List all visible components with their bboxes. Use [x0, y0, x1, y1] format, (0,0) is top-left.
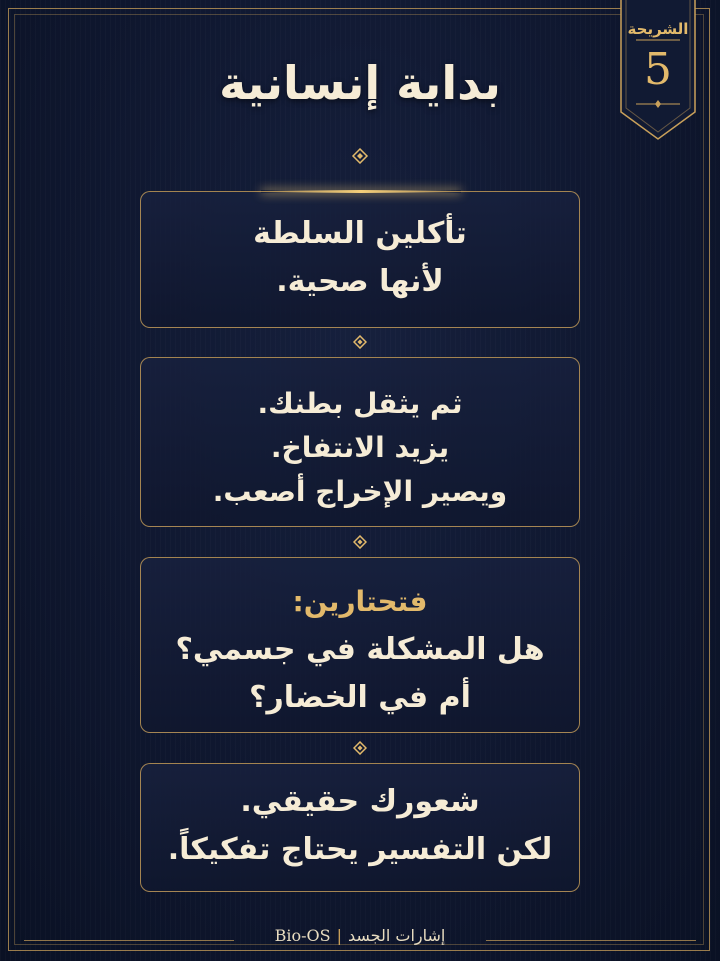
card-line: لأنها صحية.	[276, 264, 444, 299]
footer-text	[250, 926, 470, 945]
footer-separator: |	[336, 926, 342, 945]
slide-number-badge	[620, 0, 696, 140]
card-accent-line: فتحتارين:	[292, 585, 428, 618]
footer-brand: Bio-OS	[274, 926, 331, 945]
diamond-divider-icon	[353, 335, 367, 349]
card-line: هل المشكلة في جسمي؟	[175, 632, 545, 667]
footer	[0, 924, 720, 954]
card-line: ويصير الإخراج أصعب.	[212, 475, 508, 508]
footer-divider-right	[486, 940, 696, 941]
card-line: أم في الخضار؟	[249, 680, 471, 715]
diamond-divider-icon	[353, 535, 367, 549]
card-line: ثم يثقل بطنك.	[257, 387, 463, 420]
slide-number: 5	[644, 44, 672, 95]
card-symptoms	[140, 357, 580, 527]
card-line: تأكلين السلطة	[253, 216, 467, 251]
card-line: لكن التفسير يحتاج تفكيكاً.	[167, 832, 553, 867]
footer-divider-left	[24, 940, 234, 941]
page-title: بداية إنسانية	[219, 56, 501, 110]
card-line: شعورك حقيقي.	[240, 784, 480, 819]
card-question	[140, 557, 580, 733]
title-divider-ornament	[150, 148, 570, 164]
card-salad	[140, 191, 580, 328]
footer-series: إشارات الجسد	[348, 926, 446, 945]
card-line: يزيد الانتفاخ.	[270, 431, 450, 464]
diamond-divider-icon	[353, 741, 367, 755]
card-conclusion	[140, 763, 580, 892]
slide-label: الشريحة	[627, 20, 689, 38]
card-glow	[261, 190, 461, 193]
